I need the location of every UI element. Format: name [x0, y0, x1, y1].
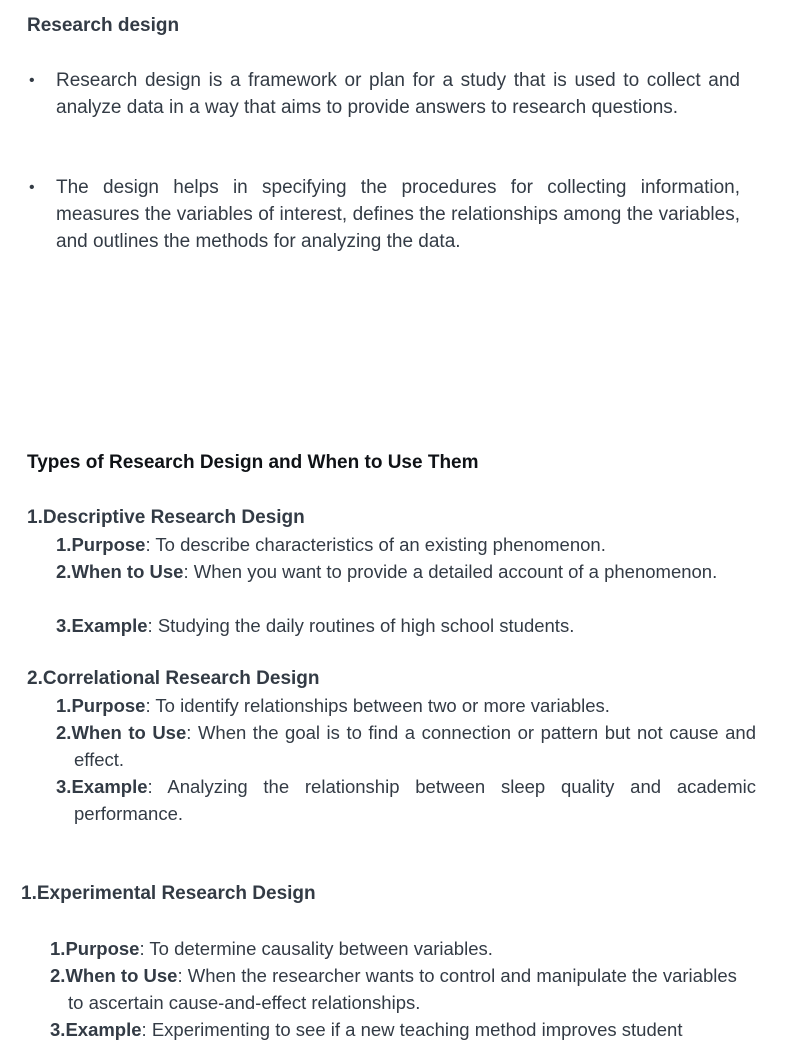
item-text: : When you want to provide a detailed account of a phenomenon. — [183, 561, 718, 582]
list-item — [56, 612, 756, 639]
item-text: : Experimenting to see if a new teaching method improves student — [141, 1019, 683, 1040]
list-item — [50, 962, 740, 1016]
item-text: : To determine causality between variables. — [139, 938, 493, 959]
item-label: Example — [65, 1019, 142, 1040]
item-number: 1. — [50, 938, 66, 959]
section-title-types: Types of Research Design and When to Use Them — [27, 452, 479, 473]
item-number: 2. — [50, 965, 66, 986]
design-heading-descriptive: 1.Descriptive Research Design — [27, 507, 305, 528]
list-item — [56, 692, 756, 719]
design-heading-correlational: 2.Correlational Research Design — [27, 668, 320, 689]
list-item — [56, 719, 756, 773]
item-text: : To describe characteristics of an existing phenomenon. — [145, 534, 606, 555]
item-number: 1. — [56, 695, 72, 716]
item-label: Example — [71, 615, 148, 636]
bullet-paragraph: The design helps in specifying the procedures for collecting information, measures the variables of interest, defines the relationships among the variables, and outlines the methods for analyzing the data. — [56, 177, 740, 252]
item-text: : When the researcher wants to control and manipulate the variables to ascertain cause-and-effect relationships. — [68, 965, 737, 1013]
list-item — [56, 558, 756, 585]
section-title-research-design: Research design — [27, 15, 180, 36]
item-number: 2. — [56, 561, 72, 582]
item-number: 3. — [56, 776, 72, 797]
item-label: Purpose — [71, 695, 146, 716]
list-item — [50, 935, 750, 962]
design-heading-experimental: 1.Experimental Research Design — [21, 883, 316, 904]
list-item — [56, 773, 756, 827]
item-label: Example — [71, 776, 148, 797]
bullet-marker: • — [29, 72, 35, 89]
item-label: When to Use — [71, 561, 184, 582]
item-number: 3. — [50, 1019, 66, 1040]
item-number: 1. — [56, 534, 72, 555]
item-label: When to Use — [65, 965, 178, 986]
item-number: 3. — [56, 615, 72, 636]
bullet-marker: • — [29, 179, 35, 196]
item-text: : When the goal is to find a connection or pattern but not cause and effect. — [74, 722, 756, 770]
item-number: 2. — [56, 722, 72, 743]
list-item — [50, 1016, 790, 1043]
item-label: Purpose — [65, 938, 140, 959]
item-text: : Studying the daily routines of high school students. — [147, 615, 575, 636]
item-label: Purpose — [71, 534, 146, 555]
bullet-paragraph: Research design is a framework or plan for a study that is used to collect and analyze data in a way that aims to provide answers to research questions. — [56, 70, 740, 118]
item-label: When to Use — [71, 722, 187, 743]
item-text: : Analyzing the relationship between sleep quality and academic performance. — [74, 776, 756, 824]
item-text: : To identify relationships between two or more variables. — [145, 695, 610, 716]
list-item — [56, 531, 756, 558]
